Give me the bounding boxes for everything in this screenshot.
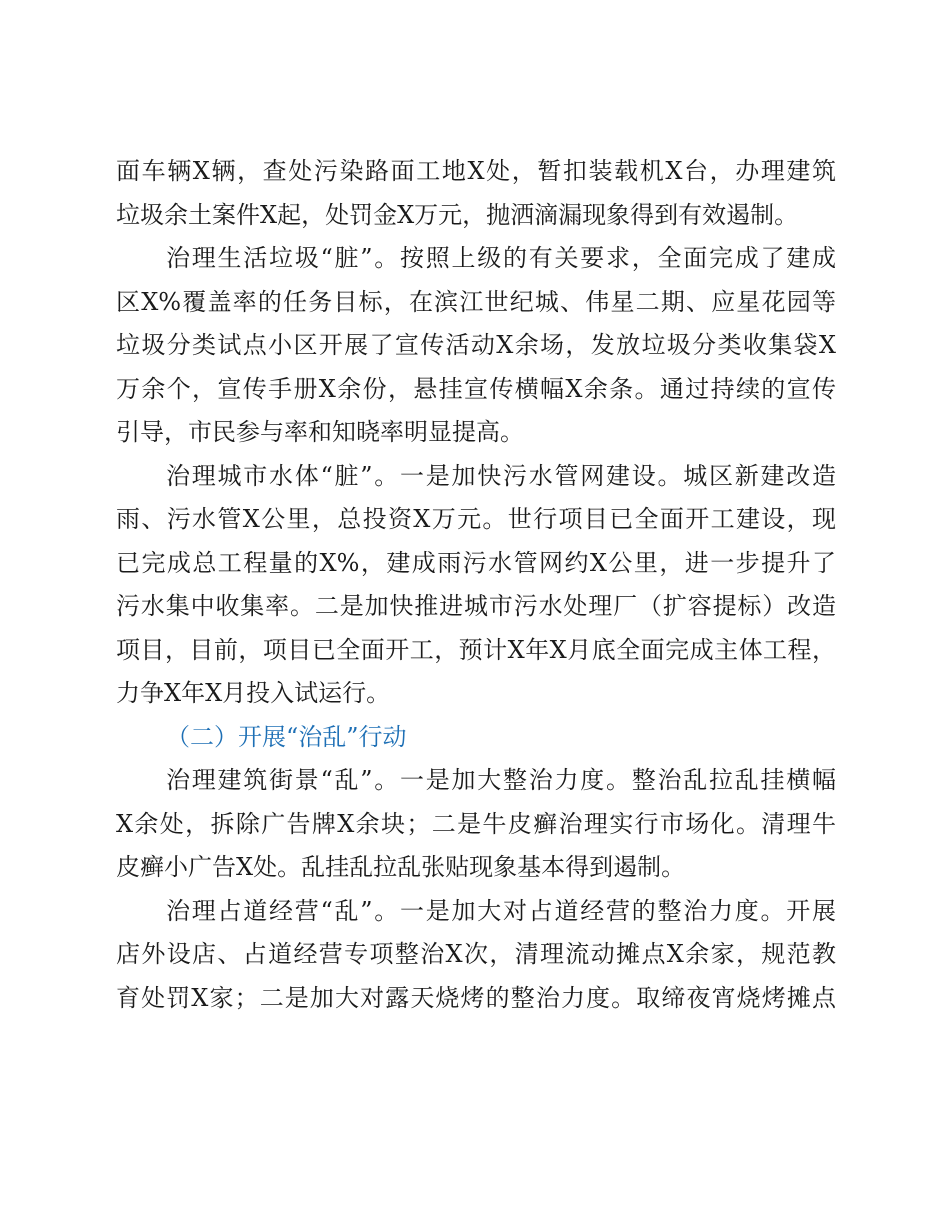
text-line: 面车辆X辆，查处污染路面工地X处，暂扣装载机X台，办理建筑 [116,157,836,185]
section-heading-text: （二）开展“治乱”行动 [166,722,407,751]
text-line: 垃圾余土案件X起，处罚金X万元，抛洒滴漏现象得到有效遏制。 [116,200,799,229]
text-line: 项目，目前，项目已全面开工，预计X年X月底全面完成主体工程， [116,635,836,664]
text-line: 育处罚X家；二是加大对露天烧烤的整治力度。取缔夜宵烧烤摊点 [116,983,836,1012]
text-line: X余处，拆除广告牌X余块；二是牛皮癣治理实行市场化。清理牛 [116,809,836,838]
text-line: 区X%覆盖率的任务目标，在滨江世纪城、伟星二期、应星花园等 [116,287,836,316]
text-line: 垃圾分类试点小区开展了宣传活动X余场，发放垃圾分类收集袋X [116,331,836,359]
text-line: 万余个，宣传手册X余份，悬挂宣传横幅X余条。通过持续的宣传 [116,374,836,403]
paragraph-vehicle-enforcement [116,150,836,237]
text-line: 污水集中收集率。二是加快推进城市污水处理厂（扩容提标）改造 [116,592,836,620]
text-line: 力争X年X月投入试运行。 [116,679,391,707]
text-line: 引导，市民参与率和知晓率明显提高。 [116,418,524,446]
text-line: 店外设店、占道经营专项整治X次，清理流动摊点X余家，规范教 [116,940,836,968]
paragraph-water-bodies [116,455,836,716]
text-line: 治理占道经营“乱”。一是加大对占道经营的整治力度。开展 [166,896,836,925]
paragraph-road-occupation [116,890,836,1021]
text-line: 治理城市水体“脏”。一是加快污水管网建设。城区新建改造 [166,461,836,490]
text-line: 皮癣小广告X处。乱挂乱拉乱张贴现象基本得到遏制。 [116,853,686,881]
text-line: 已完成总工程量的X%，建成雨污水管网约X公里，进一步提升了 [116,548,836,577]
text-line: 治理建筑街景“乱”。一是加大整治力度。整治乱拉乱挂横幅 [166,766,836,794]
paragraph-household-waste [116,237,836,455]
paragraph-street-scene [116,759,836,890]
section-heading [116,716,836,760]
text-line: 雨、污水管X公里，总投资X万元。世行项目已全面开工建设，现 [116,505,836,533]
text-line: 治理生活垃圾“脏”。按照上级的有关要求，全面完成了建成 [166,244,836,272]
